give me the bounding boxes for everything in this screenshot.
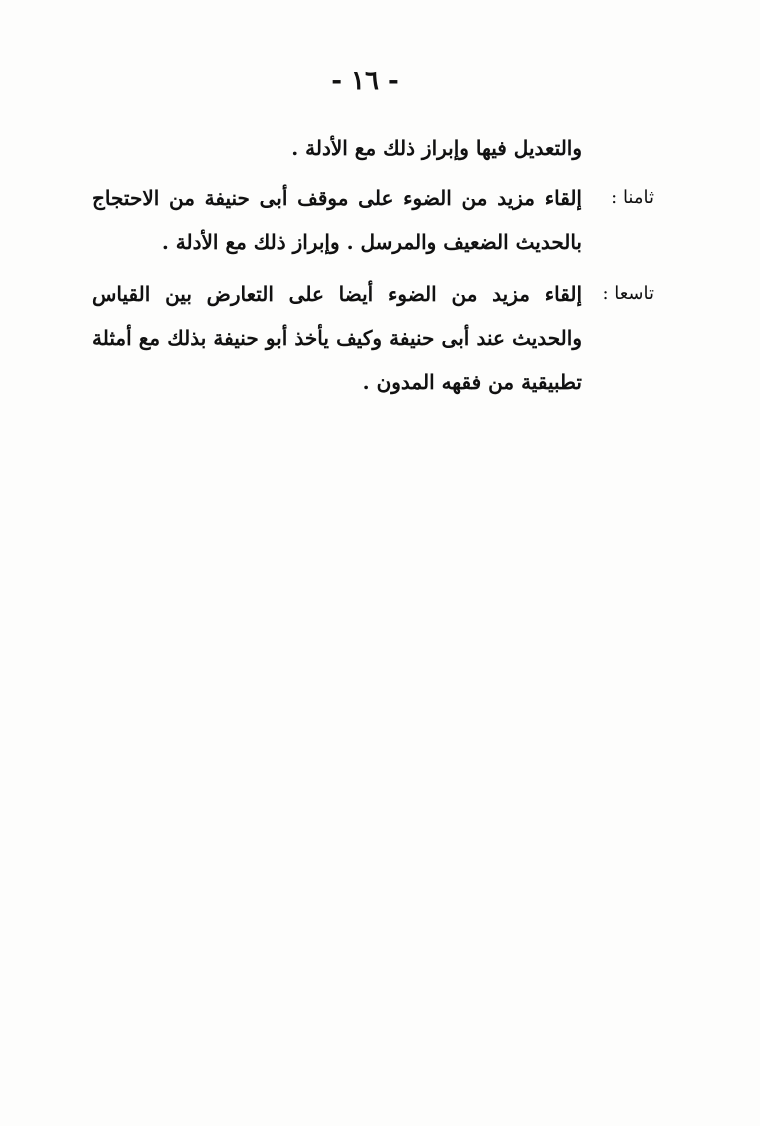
list-item-eighth bbox=[92, 176, 654, 264]
list-item-ninth bbox=[92, 272, 654, 404]
page-number: - ١٦ - bbox=[331, 66, 399, 96]
continuation-paragraph: والتعديل فيها وإبراز ذلك مع الأدلة . bbox=[291, 136, 582, 160]
item-label: ثامنا : bbox=[611, 187, 654, 208]
item-text: إلقاء مزيد من الضوء على موقف أبى حنيفة من الاحتجاج بالحديث الضعيف والمرسل . وإبراز ذلك مع الأدلة . bbox=[92, 186, 582, 254]
item-text: إلقاء مزيد من الضوء أيضا على التعارض بين القياس والحديث عند أبى حنيفة وكيف يأخذ أبو حنيفة بذلك مع أمثلة تطبيقية من فقهه المدون . bbox=[92, 282, 582, 394]
page-body bbox=[92, 126, 654, 412]
item-label: تاسعا : bbox=[602, 283, 654, 304]
